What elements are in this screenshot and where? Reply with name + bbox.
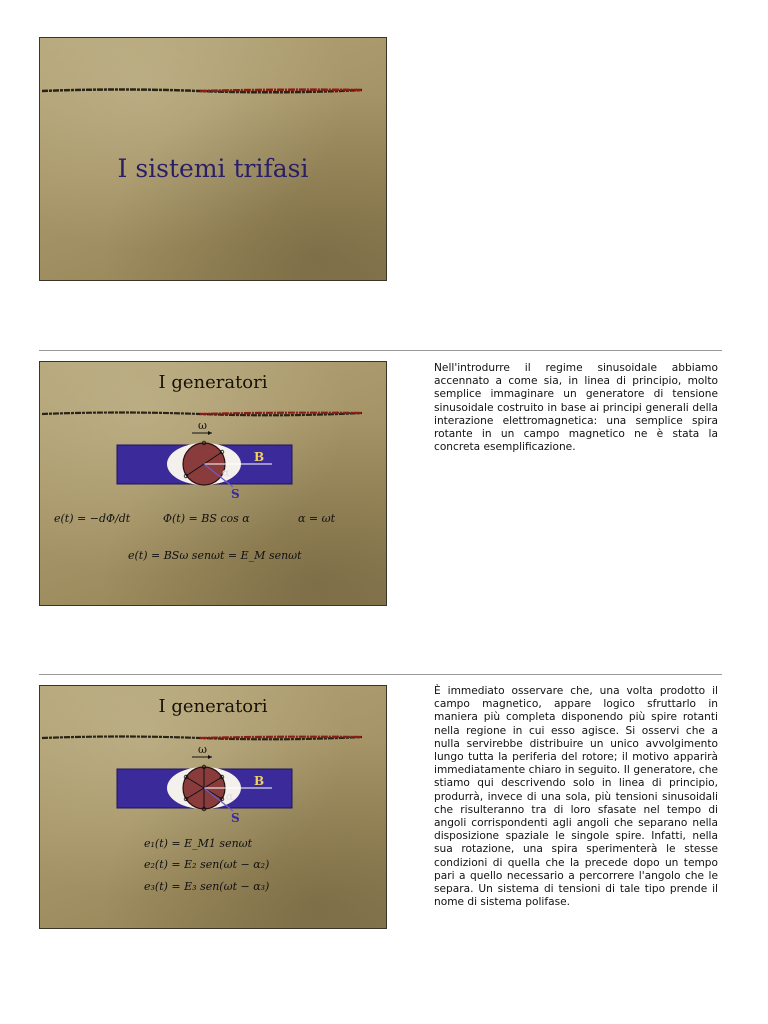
normal-label-s: S (231, 487, 240, 501)
omega-label: ω (198, 743, 207, 756)
equation-emf: e(t) = −dΦ/dt (54, 512, 131, 525)
equation-angle: α = ωt (298, 512, 336, 525)
page-separator (39, 350, 722, 351)
slide-3 (39, 685, 387, 929)
field-label-b: B (254, 774, 265, 788)
equation-phase-2: e₂(t) = E₂ sen(ωt − α₂) (144, 858, 270, 871)
slide-title: I generatori (158, 696, 268, 717)
slide-2 (39, 361, 387, 606)
normal-label-s: S (231, 811, 240, 825)
slide-3-notes: È immediato osservare che, una volta prodotto il campo magnetico, appare logico sfruttarlo in maniera più completa disponendo più spire rotanti nella regione in cui esso agisce. Si osservi che a nulla servirebbe distribuire un unico avvolgimento lungo tutta la periferia del rotore; il motivo apparirà immediatamente chiaro in seguito. Il generatore, che stiamo qui descrivendo solo in linea di principio, produrrà, invece di una sola, più tensioni sinusoidali che risulteranno tra di loro sfasate nel tempo di angoli corrispondenti agli angoli che separano nella disposizione spaziale le singole spire. Infatti, nella sua rotazione, una spira sperimenterà le stesse condizioni di quella che la precede dopo un tempo pari a quello necessario a percorrere l'angolo che le separa. Un sistema di tensioni di tale tipo prende il nome di sistema polifase. (434, 685, 718, 909)
omega-label: ω (198, 419, 207, 432)
field-label-b: B (254, 450, 265, 464)
generator-diagram (40, 362, 386, 605)
page-separator (39, 674, 722, 675)
slide-title: I sistemi trifasi (117, 154, 309, 183)
equation-flux: Φ(t) = BS cos α (163, 512, 250, 525)
slide-2-notes: Nell'introdurre il regime sinusoidale abbiamo accennato a come sia, in linea di principio, molto semplice immaginare un generatore di tensione sinusoidale costruito in base ai principi generali della interazione elettromagnetica: una semplice spira rotante in un campo magnetico ne è stata la concreta esemplificazione. (434, 362, 718, 454)
equation-phase-1: e₁(t) = E_M1 senωt (144, 837, 253, 850)
alpha-label: α (226, 790, 234, 803)
slide-title: I generatori (158, 372, 268, 393)
alpha-label: α (222, 466, 230, 479)
equation-result: e(t) = BSω senωt = E_M senωt (128, 549, 302, 562)
equation-phase-3: e₃(t) = E₃ sen(ωt − α₃) (144, 880, 270, 893)
slide-1 (39, 37, 387, 281)
